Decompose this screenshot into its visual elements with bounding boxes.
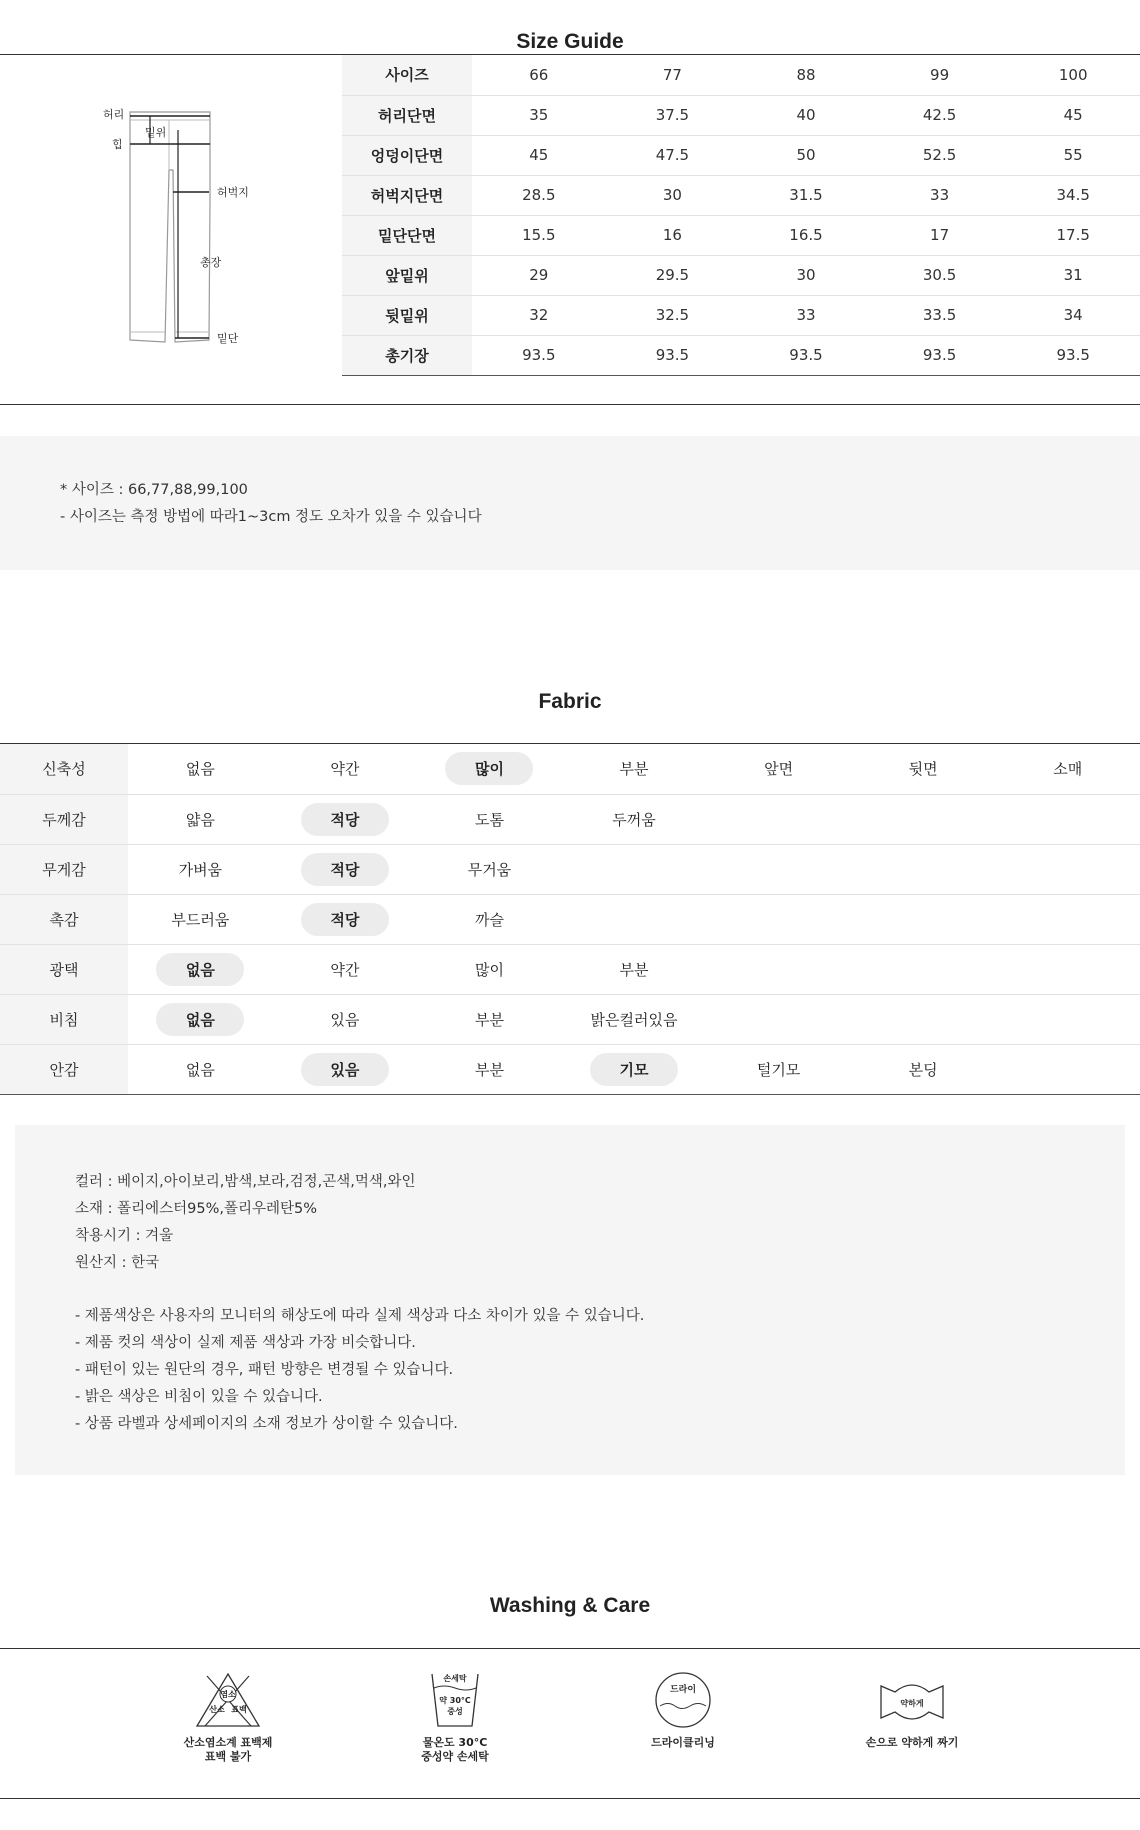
diagram-label-waist: 허리 <box>103 108 125 121</box>
size-cell: 55 <box>1006 135 1140 175</box>
fabric-row-header: 무게감 <box>0 844 128 894</box>
fabric-row <box>0 1044 1140 1094</box>
notice-line: - 패턴이 있는 원단의 경우, 패턴 방향은 변경될 수 있습니다. <box>75 1362 454 1378</box>
fabric-option-cell <box>417 744 562 794</box>
washing-title: Washing & Care <box>489 1594 651 1617</box>
size-cell: 100 <box>1006 55 1140 95</box>
fabric-option-cell <box>128 844 273 894</box>
fabric-option-cell <box>562 1044 707 1094</box>
fabric-option-cell <box>417 794 562 844</box>
hand-wash-icon-text-mid: 약 30°C <box>439 1696 471 1705</box>
size-cell: 99 <box>873 55 1007 95</box>
fabric-option-cell <box>562 744 707 794</box>
size-cell: 37.5 <box>606 95 740 135</box>
fabric-option-cell <box>128 994 273 1044</box>
size-cell: 30 <box>739 255 873 295</box>
size-row-header: 앞밑위 <box>342 255 472 295</box>
fabric-option: 부드러움 <box>171 910 230 929</box>
washing-bottom-divider <box>0 1798 1140 1799</box>
fabric-option-cell <box>417 894 562 944</box>
size-cell: 30.5 <box>873 255 1007 295</box>
size-row-header: 엉덩이단면 <box>342 135 472 175</box>
size-cell: 93.5 <box>1006 335 1140 375</box>
fabric-option-cell <box>995 844 1140 894</box>
fabric-option-cell <box>417 994 562 1044</box>
fabric-option-cell <box>562 794 707 844</box>
size-cell: 31 <box>1006 255 1140 295</box>
hand-wash-icon-text-top: 손세탁 <box>443 1674 467 1683</box>
fabric-option: 까슬 <box>474 910 504 929</box>
size-cell: 15.5 <box>472 215 606 255</box>
fabric-option-selected: 없음 <box>156 953 244 986</box>
size-row-header: 밑단단면 <box>342 215 472 255</box>
gentle-wring-icon <box>877 1670 947 1730</box>
size-cell: 32.5 <box>606 295 740 335</box>
size-table-row <box>342 295 1140 335</box>
fabric-option: 본딩 <box>908 1060 938 1079</box>
size-cell: 31.5 <box>739 175 873 215</box>
fabric-row-header: 신축성 <box>0 744 128 794</box>
fabric-option: 밝은컬러있음 <box>590 1010 678 1029</box>
fabric-row <box>0 994 1140 1044</box>
no-bleach-icon-text-top: 염소 <box>220 1690 236 1699</box>
size-guide-bottom-divider <box>0 404 1140 405</box>
size-cell: 17 <box>873 215 1007 255</box>
fabric-option-cell <box>128 944 273 994</box>
fabric-option: 부분 <box>474 1060 504 1079</box>
info-line: 원산지 : 한국 <box>75 1255 160 1271</box>
size-cell: 29 <box>472 255 606 295</box>
size-cell: 66 <box>472 55 606 95</box>
fabric-option-cell <box>417 1044 562 1094</box>
fabric-option-selected: 없음 <box>156 1003 244 1036</box>
fabric-option-cell <box>273 894 418 944</box>
fabric-option-cell <box>851 744 996 794</box>
notice-line: - 밝은 색상은 비침이 있을 수 있습니다. <box>75 1389 323 1405</box>
size-cell: 93.5 <box>739 335 873 375</box>
fabric-option-selected: 있음 <box>301 1053 389 1086</box>
fabric-option-cell <box>273 1044 418 1094</box>
size-table-row <box>342 255 1140 295</box>
size-cell: 42.5 <box>873 95 1007 135</box>
fabric-option-selected: 적당 <box>301 803 389 836</box>
pants-measure-diagram <box>95 100 275 370</box>
fabric-option-cell <box>273 794 418 844</box>
fabric-row <box>0 894 1140 944</box>
dry-clean-icon-text: 드라이 <box>669 1685 697 1695</box>
fabric-option-cell <box>706 944 851 994</box>
fabric-row <box>0 794 1140 844</box>
fabric-option: 약간 <box>330 760 360 779</box>
fabric-option-cell <box>128 794 273 844</box>
diagram-label-length: 총장 <box>200 256 222 269</box>
fabric-option-cell <box>995 1044 1140 1094</box>
fabric-option-cell <box>851 994 996 1044</box>
fabric-option-cell <box>706 844 851 894</box>
fabric-option-cell <box>995 744 1140 794</box>
fabric-option-cell <box>851 1044 996 1094</box>
size-row-header: 사이즈 <box>342 55 472 95</box>
diagram-label-hem: 밑단 <box>217 332 239 345</box>
fabric-option: 없음 <box>185 760 215 779</box>
hand-wash-icon <box>420 1670 490 1730</box>
size-table-row <box>342 55 1140 95</box>
fabric-option: 도톰 <box>474 810 504 829</box>
fabric-option: 소매 <box>1053 760 1083 779</box>
size-cell: 50 <box>739 135 873 175</box>
fabric-table <box>0 744 1140 1095</box>
fabric-option-cell <box>851 894 996 944</box>
fabric-option-cell <box>562 944 707 994</box>
hand-wash-label: 물온도 30°C 중성약 손세탁 <box>421 1736 489 1763</box>
fabric-option-selected: 많이 <box>445 752 533 785</box>
no-bleach-icon-text-right: 표백 <box>231 1705 247 1714</box>
notice-line: - 제품색상은 사용자의 모니터의 해상도에 따라 실제 색상과 다소 차이가 있을 수 있습니다. <box>75 1308 645 1324</box>
size-note-line: * 사이즈 : 66,77,88,99,100 <box>60 482 248 498</box>
notice-line: - 상품 라벨과 상세페이지의 소재 정보가 상이할 수 있습니다. <box>75 1416 458 1432</box>
fabric-option-cell <box>273 744 418 794</box>
fabric-option: 털기모 <box>756 1060 801 1079</box>
size-cell: 88 <box>739 55 873 95</box>
fabric-title: Fabric <box>538 690 602 713</box>
size-table-row <box>342 95 1140 135</box>
fabric-option-selected: 적당 <box>301 903 389 936</box>
size-row-header: 허벅지단면 <box>342 175 472 215</box>
size-cell: 30 <box>606 175 740 215</box>
fabric-option: 두꺼움 <box>612 810 656 829</box>
hand-wash-icon-text-bottom: 중성 <box>447 1707 463 1716</box>
no-bleach-icon <box>193 1670 263 1730</box>
fabric-option: 얇음 <box>185 810 215 829</box>
fabric-option-cell <box>706 1044 851 1094</box>
fabric-option: 부분 <box>619 960 649 979</box>
size-table-row <box>342 335 1140 375</box>
size-cell: 93.5 <box>873 335 1007 375</box>
info-line: 소재 : 폴리에스터95%,폴리우레탄5% <box>75 1201 318 1217</box>
size-cell: 47.5 <box>606 135 740 175</box>
size-table-row <box>342 135 1140 175</box>
fabric-option-cell <box>128 744 273 794</box>
fabric-option-cell <box>851 844 996 894</box>
fabric-option-cell <box>995 994 1140 1044</box>
care-item-dry-clean <box>593 1670 773 1750</box>
fabric-option-cell <box>706 894 851 944</box>
care-item-hand-wash <box>365 1670 545 1764</box>
size-cell: 52.5 <box>873 135 1007 175</box>
size-table-row <box>342 215 1140 255</box>
fabric-option-cell <box>851 794 996 844</box>
size-cell: 93.5 <box>472 335 606 375</box>
fabric-option: 뒷면 <box>908 760 938 779</box>
fabric-row <box>0 844 1140 894</box>
size-table-row <box>342 175 1140 215</box>
size-cell: 93.5 <box>606 335 740 375</box>
diagram-label-hip: 힙 <box>112 138 123 151</box>
fabric-option-cell <box>706 744 851 794</box>
size-cell: 29.5 <box>606 255 740 295</box>
size-cell: 16 <box>606 215 740 255</box>
size-notes-box <box>0 436 1140 570</box>
fabric-option-cell <box>417 944 562 994</box>
fabric-option: 부분 <box>474 1010 504 1029</box>
fabric-option: 부분 <box>619 760 649 779</box>
size-cell: 33.5 <box>873 295 1007 335</box>
fabric-option: 무거움 <box>467 860 512 879</box>
gentle-wring-icon-text: 약하게 <box>900 1699 924 1708</box>
fabric-option-cell <box>128 1044 273 1094</box>
size-note-line: - 사이즈는 측정 방법에 따라1~3cm 정도 오차가 있을 수 있습니다 <box>60 509 482 525</box>
fabric-option: 가벼움 <box>178 860 223 879</box>
size-cell: 77 <box>606 55 740 95</box>
fabric-option: 있음 <box>330 1010 360 1029</box>
size-cell: 28.5 <box>472 175 606 215</box>
size-cell: 45 <box>1006 95 1140 135</box>
size-cell: 32 <box>472 295 606 335</box>
dry-clean-label: 드라이클리닝 <box>651 1736 715 1749</box>
fabric-option-cell <box>995 944 1140 994</box>
size-cell: 45 <box>472 135 606 175</box>
fabric-option-selected: 기모 <box>590 1053 678 1086</box>
no-bleach-label: 산소염소계 표백제 표백 불가 <box>183 1736 273 1763</box>
fabric-row-header: 두께감 <box>0 794 128 844</box>
size-cell: 40 <box>739 95 873 135</box>
size-cell: 16.5 <box>739 215 873 255</box>
fabric-option: 앞면 <box>764 760 794 779</box>
fabric-row-header: 안감 <box>0 1044 128 1094</box>
gentle-wring-label: 손으로 약하게 짜기 <box>865 1736 959 1749</box>
size-cell: 34 <box>1006 295 1140 335</box>
fabric-row <box>0 744 1140 794</box>
size-cell: 35 <box>472 95 606 135</box>
info-line: 착용시기 : 겨울 <box>75 1228 174 1244</box>
size-table <box>342 55 1140 376</box>
fabric-option-cell <box>417 844 562 894</box>
fabric-option-cell <box>706 994 851 1044</box>
fabric-option-cell <box>273 844 418 894</box>
fabric-option-cell <box>995 894 1140 944</box>
fabric-option-cell <box>273 944 418 994</box>
care-item-gentle-wring <box>822 1670 1002 1750</box>
fabric-row <box>0 944 1140 994</box>
size-row-header: 허리단면 <box>342 95 472 135</box>
fabric-row-header: 광택 <box>0 944 128 994</box>
fabric-option-cell <box>995 794 1140 844</box>
fabric-option-cell <box>851 944 996 994</box>
size-cell: 33 <box>739 295 873 335</box>
info-line: 컬러 : 베이지,아이보리,밤색,보라,검정,곤색,먹색,와인 <box>75 1174 416 1190</box>
no-bleach-icon-text-left: 산소 <box>209 1705 225 1714</box>
fabric-option: 많이 <box>474 960 504 979</box>
fabric-row-header: 비침 <box>0 994 128 1044</box>
fabric-option-selected: 적당 <box>301 853 389 886</box>
fabric-row-header: 촉감 <box>0 894 128 944</box>
fabric-option-cell <box>562 994 707 1044</box>
size-row-header: 뒷밑위 <box>342 295 472 335</box>
fabric-option: 약간 <box>330 960 360 979</box>
diagram-label-thigh: 허벅지 <box>217 186 249 199</box>
fabric-option-cell <box>128 894 273 944</box>
fabric-option-cell <box>273 994 418 1044</box>
fabric-option-cell <box>562 844 707 894</box>
washing-top-divider <box>0 1648 1140 1649</box>
size-cell: 34.5 <box>1006 175 1140 215</box>
dry-clean-icon <box>648 1670 718 1730</box>
diagram-label-rise: 밑위 <box>145 126 167 139</box>
fabric-option-cell <box>706 794 851 844</box>
product-info-box <box>15 1125 1125 1475</box>
size-cell: 33 <box>873 175 1007 215</box>
size-cell: 17.5 <box>1006 215 1140 255</box>
notice-line: - 제품 컷의 색상이 실제 제품 색상과 가장 비슷합니다. <box>75 1335 416 1351</box>
care-item-no-bleach <box>138 1670 318 1764</box>
fabric-option-cell <box>562 894 707 944</box>
size-guide-title: Size Guide <box>516 30 624 53</box>
fabric-option: 없음 <box>185 1060 215 1079</box>
size-row-header: 총기장 <box>342 335 472 375</box>
